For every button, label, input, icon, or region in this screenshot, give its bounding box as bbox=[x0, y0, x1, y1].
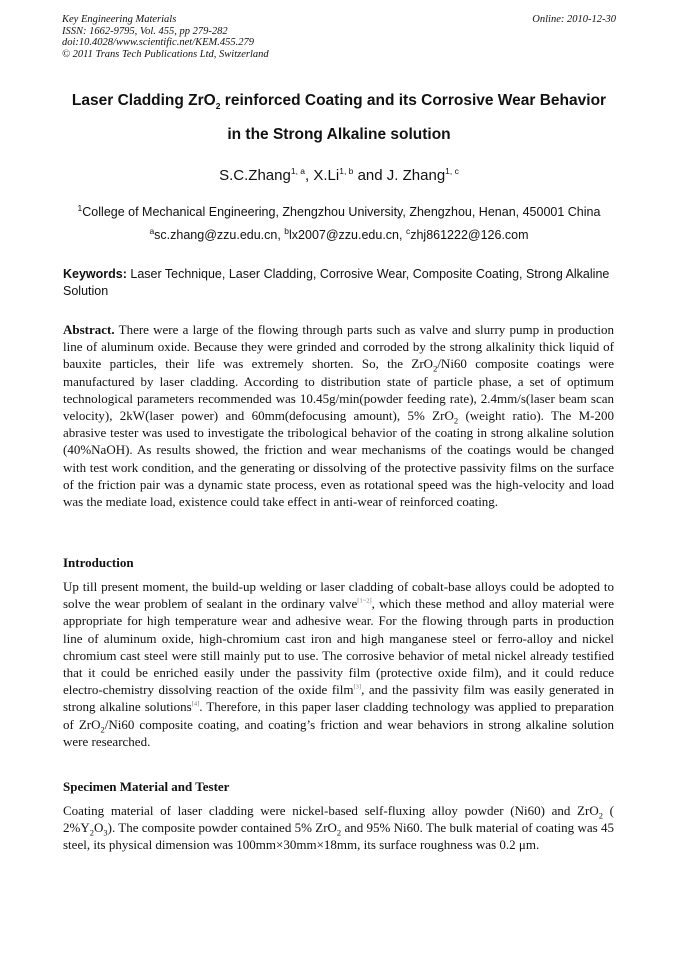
body-text: and 95% Ni60. The bulk material of coating was 45 steel, its physical dimension was 100mm×30mm×18mm, its surface roughness was 0.2 μm. bbox=[63, 820, 614, 853]
body-text: ( 2%Y bbox=[63, 803, 614, 836]
body-text: Coating material of laser cladding were nickel-based self-fluxing alloy powder (Ni60) and ZrO bbox=[63, 803, 599, 818]
section-heading-specimen: Specimen Material and Tester bbox=[63, 779, 230, 794]
journal-doi: doi:10.4028/www.scientific.net/KEM.455.279 bbox=[62, 37, 254, 48]
keywords-text: Laser Technique, Laser Cladding, Corrosive Wear, Composite Coating, Strong Alkaline Solution bbox=[63, 267, 610, 298]
abstract-text: (weight ratio). The M-200 abrasive tester was used to investigate the tribological behavior of the coating in strong alkaline solution (40%NaOH). As results showed, the friction and wear mechanisms of the coatings would be changed with test work condition, and the generating or dissolving of the protective passivity films on the surface of the friction pair was a dynamic state process, even as rotational speed was the high-velocity and load was the mediate load, existence could take effect in anti-wear of reinforced coating. bbox=[63, 408, 614, 510]
specimen-paragraph bbox=[63, 802, 614, 854]
subscript: 2 bbox=[89, 827, 94, 838]
email-c-mark: c bbox=[405, 225, 411, 236]
subscript: 2 bbox=[336, 827, 342, 838]
keywords-label: Keywords: bbox=[63, 267, 127, 281]
body-text: ). The composite powder contained 5% ZrO bbox=[107, 820, 337, 836]
author-separator: and bbox=[353, 167, 387, 184]
body-text: O bbox=[93, 820, 104, 836]
keywords bbox=[63, 266, 615, 300]
subscript: 2 bbox=[453, 415, 459, 426]
journal-copyright: © 2011 Trans Tech Publications Ltd, Switzerland bbox=[62, 48, 269, 60]
title-subscript: 2 bbox=[215, 101, 221, 112]
email-b-mark: b bbox=[284, 225, 290, 236]
body-text: Up till present moment, the build-up welding or laser cladding of cobalt-base alloys could be adopted to solve the wear problem of sealant in the ordinary valve bbox=[63, 579, 614, 612]
body-text: . Therefore, in this paper laser cladding technology was applied to preparation of ZrO bbox=[63, 699, 614, 732]
author-2: X.Li bbox=[313, 167, 340, 184]
paper-title-line-2: in the Strong Alkaline solution bbox=[227, 126, 451, 143]
subscript: 2 bbox=[598, 810, 603, 821]
email-a-mark: a bbox=[149, 225, 155, 236]
citation[interactable]: [4] bbox=[191, 701, 200, 709]
author-2-affil: 1, b bbox=[339, 166, 354, 176]
author-list bbox=[40, 167, 638, 184]
citation[interactable]: [1~2] bbox=[357, 597, 372, 605]
affiliation-mark: 1 bbox=[77, 202, 83, 213]
abstract bbox=[63, 321, 614, 510]
affiliation-text: College of Mechanical Engineering, Zhengzhou University, Zhengzhou, Henan, 450001 China bbox=[82, 205, 601, 219]
journal-name: Key Engineering Materials bbox=[62, 14, 177, 25]
email-c[interactable]: zhj861222@126.com bbox=[410, 228, 529, 242]
body-text: , and the passivity film was easily generated in strong alkaline solutions bbox=[63, 682, 615, 715]
subscript: 2 bbox=[433, 364, 438, 374]
abstract-label: Abstract. bbox=[63, 322, 115, 337]
body-text: /Ni60 composite coating, and coating’s friction and wear behaviors in strong alkaline solution were researched. bbox=[63, 716, 614, 749]
author-1-affil: 1, a bbox=[290, 166, 306, 176]
abstract-text: There were a large of the flowing through parts such as valve and slurry pump in production line of aluminum oxide. Because they were grinded and corroded by the strong alkalinity thick liquid of bauxite particles, their life was extremely shorten. So, the ZrO bbox=[63, 322, 614, 372]
journal-issn: ISSN: 1662-9795, Vol. 455, pp 279-282 bbox=[62, 25, 228, 37]
email-a[interactable]: sc.zhang@zzu.edu.cn, bbox=[154, 228, 285, 242]
author-emails bbox=[40, 225, 638, 242]
paper-title-line-1 bbox=[40, 92, 638, 110]
body-text: , which these method and alloy material were appropriate for high temperature wear and adhesive wear. For the flowing through parts in production line of aluminum oxide, high-chromium cast iron and high manganese steel or ferro-alloy and nickel chromium cast steel were still mainly put to use. The corrosive behavior of metal nickel already testified that it could be enriched easily under the passivity film (protective oxide film), and it could reduce electro-chemistry dissolving reaction of the oxide film bbox=[63, 596, 614, 698]
subscript: 3 bbox=[103, 827, 108, 838]
citation[interactable]: [3] bbox=[353, 683, 362, 691]
affiliation bbox=[40, 202, 638, 219]
abstract-text: /Ni60 composite coatings were manufactured by laser cladding. According to distribution state of particle phase, a set of optimum technological parameters recommended was 10.45g/min(powder feeding rate), 2.4mm/s(laser beam scan velocity), 2kW(laser power) and 60mm(defocusing amount), 5% ZrO bbox=[63, 356, 614, 424]
title-text-a: Laser Cladding ZrO bbox=[71, 92, 216, 109]
section-heading-introduction: Introduction bbox=[63, 555, 134, 570]
journal-header bbox=[62, 14, 616, 60]
author-separator: , bbox=[305, 167, 314, 184]
title-text-b: reinforced Coating and its Corrosive Wear Behavior bbox=[220, 92, 607, 109]
online-date: Online: 2010-12-30 bbox=[532, 14, 616, 25]
author-3-affil: 1, c bbox=[445, 166, 459, 176]
email-b[interactable]: lx2007@zzu.edu.cn, bbox=[289, 228, 406, 242]
author-1: S.C.Zhang bbox=[219, 167, 291, 184]
subscript: 2 bbox=[100, 724, 105, 735]
author-3: J. Zhang bbox=[386, 167, 446, 184]
introduction-paragraph bbox=[63, 578, 614, 750]
